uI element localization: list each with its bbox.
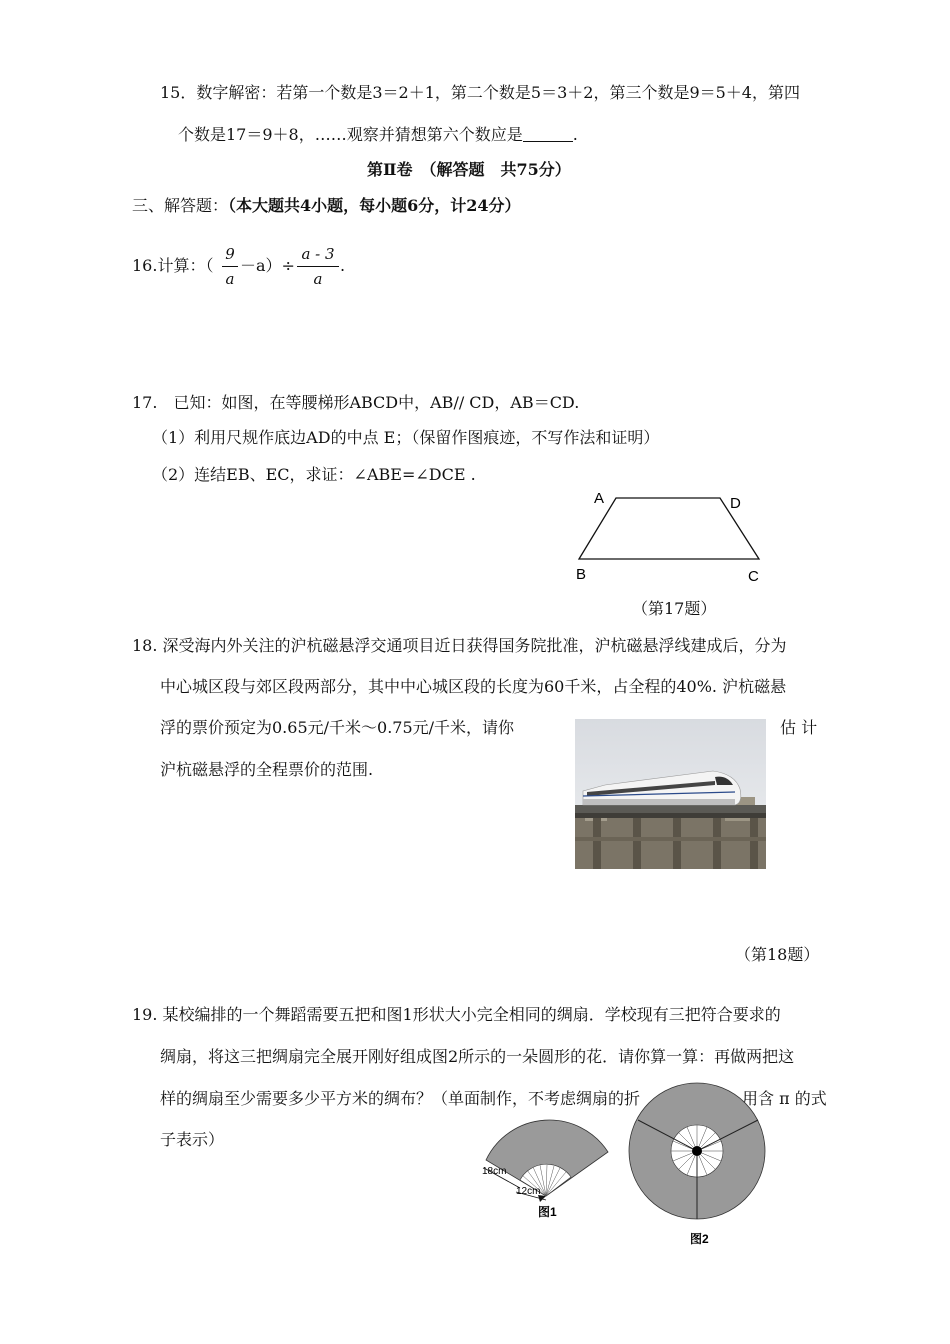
q19-line3: 样的绸扇至少需要多少平方米的绸布？（单面制作，不考虑绸扇的折 <box>160 1089 641 1108</box>
q15-line1: 15．数字解密：若第一个数是3＝2＋1，第二个数是5＝3＋2，第三个数是9＝5＋4，第四 <box>160 83 800 102</box>
q18-line3-right: 估 计 <box>780 718 818 737</box>
part3-heading <box>132 196 521 216</box>
fraction-bar <box>297 266 339 267</box>
q19-line3-right: 用含 π 的式 <box>742 1089 827 1108</box>
answer-blank <box>523 125 573 142</box>
q17-line2: （1）利用尺规作底边AD的中点 E；（保留作图痕迹，不写作法和证明） <box>152 428 660 447</box>
q16-fraction-2 <box>297 245 339 288</box>
q18-line1: 18. 深受海内外关注的沪杭磁悬浮交通项目近日获得国务院批准，沪杭磁悬浮线建成后，分为 <box>132 636 787 655</box>
part3-note: （本大题共4小题，每小题6分，计24分） <box>228 196 521 215</box>
vertex-label-b: B <box>576 566 587 583</box>
fig2-caption: 图2 <box>690 1232 709 1246</box>
fig1-label-12cm: 12cm <box>516 1186 541 1197</box>
center-dot <box>692 1146 702 1156</box>
q18-line2: 中心城区段与郊区段两部分，其中中心城区段的长度为60千米，占全程的40%. 沪杭磁悬 <box>160 677 787 696</box>
q16-mid: －a）÷ <box>240 256 295 275</box>
q19-line4: 子表示） <box>160 1130 225 1149</box>
vertex-label-d: D <box>730 495 741 512</box>
q16-end: . <box>340 256 346 275</box>
q17-line1: 17. 已知：如图，在等腰梯形ABCD中，AB// CD，AB＝CD. <box>132 393 580 412</box>
part3-label: 三、解答题： <box>132 196 229 215</box>
q19-line2: 绸扇，将这三把绸扇完全展开刚好组成图2所示的一朵圆形的花．请你算一算：再做两把这 <box>160 1047 795 1066</box>
q15-line2-text: 个数是17＝9＋8，……观察并猜想第六个数应是 <box>178 125 523 144</box>
vertex-label-a: A <box>594 490 605 507</box>
fraction-bar <box>222 266 238 267</box>
section-title: 第Ⅱ卷 （解答题 共75分） <box>367 160 571 179</box>
fig1-caption: 图1 <box>538 1205 557 1219</box>
q16-prefix: 16.计算：（ <box>132 256 214 275</box>
q19-line1: 19. 某校编排的一个舞蹈需要五把和图1形状大小完全相同的绸扇．学校现有三把符合要求的 <box>132 1005 781 1024</box>
q18-line4: 沪杭磁悬浮的全程票价的范围. <box>160 760 374 779</box>
q16-frac2-num: a - 3 <box>301 245 335 263</box>
maglev-train-photo <box>575 719 766 869</box>
q15-line2-end: . <box>572 125 578 144</box>
vertex-label-c: C <box>748 568 759 585</box>
trapezoid-figure <box>570 485 770 590</box>
q18-line3: 浮的票价预定为0.65元/千米～0.75元/千米，请你 <box>160 718 515 737</box>
fan-figure-1 <box>470 1110 630 1220</box>
q18-caption: （第18题） <box>735 945 820 964</box>
q16-frac2-den: a <box>313 270 323 288</box>
circle-figure-2 <box>626 1080 776 1252</box>
q17-caption: （第17题） <box>632 599 717 618</box>
q15-line2 <box>178 125 578 145</box>
q17-line3: （2）连结EB、EC，求证：∠ABE=∠DCE . <box>152 465 476 484</box>
q16-frac1-den: a <box>225 270 235 288</box>
q16-frac1-num: 9 <box>225 245 235 263</box>
q16-fraction-1 <box>222 245 238 288</box>
fig1-label-18cm: 18cm <box>482 1166 507 1177</box>
